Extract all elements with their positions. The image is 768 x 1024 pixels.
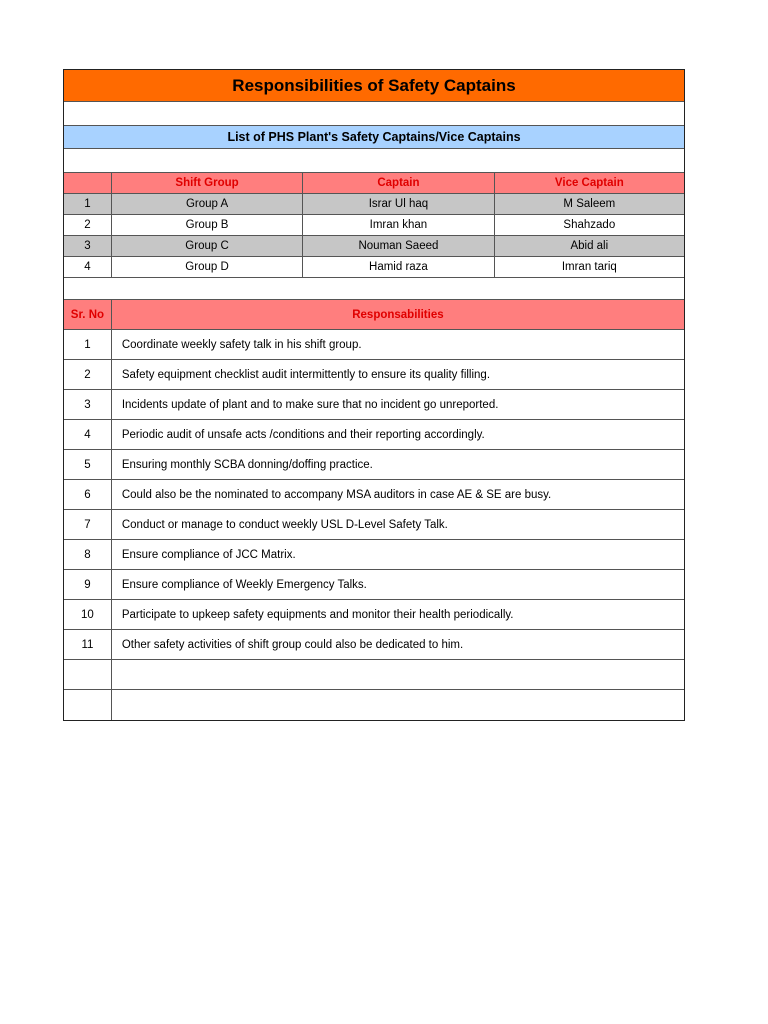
responsibility-text: Incidents update of plant and to make sure that no incident go unreported.: [111, 390, 684, 419]
serial-number: 5: [84, 458, 91, 471]
serial-number: 11: [81, 638, 94, 651]
vice-captain-name: Shahzado: [494, 215, 684, 235]
responsibilities-header-row: [64, 300, 684, 330]
captain-name: Hamid raza: [302, 257, 493, 277]
shift-group: Group B: [111, 215, 302, 235]
spacer-row: [64, 102, 684, 126]
responsibility-text: Participate to upkeep safety equipments and monitor their health periodically.: [111, 600, 684, 629]
col-header-serial-number: Sr. No: [70, 308, 105, 321]
row-number: 3: [84, 240, 91, 252]
serial-number: 2: [84, 368, 91, 381]
row-number: 1: [84, 198, 91, 210]
table-row: [64, 236, 684, 257]
shift-group: Group C: [111, 236, 302, 256]
vice-captain-name: Abid ali: [494, 236, 684, 256]
row-number: 4: [84, 261, 91, 273]
captains-header-row: [64, 173, 684, 194]
list-item: [64, 330, 684, 360]
responsibility-text: Ensure compliance of Weekly Emergency Talks.: [111, 570, 684, 599]
page-title: Responsibilities of Safety Captains: [232, 75, 516, 95]
table-row: [64, 257, 684, 278]
captain-name: Imran khan: [302, 215, 493, 235]
list-item: [64, 510, 684, 540]
col-header-shift-group: Shift Group: [111, 173, 302, 193]
col-header-captain: Captain: [302, 173, 493, 193]
spacer-row: [64, 149, 684, 173]
serial-number: 3: [84, 398, 91, 411]
serial-number: 10: [81, 608, 94, 621]
responsibility-text: Coordinate weekly safety talk in his shift group.: [111, 330, 684, 359]
responsibility-text: Ensuring monthly SCBA donning/doffing practice.: [111, 450, 684, 479]
safety-captains-sheet: [63, 69, 685, 721]
list-item: [64, 540, 684, 570]
shift-group: Group A: [111, 194, 302, 214]
responsibility-text: Could also be the nominated to accompany MSA auditors in case AE & SE are busy.: [111, 480, 684, 509]
responsibility-text: [111, 660, 684, 689]
empty-list-item: [64, 690, 684, 720]
col-header-responsibilities: Responsabilities: [111, 300, 684, 329]
responsibility-text: [111, 690, 684, 720]
col-header-number: [64, 173, 111, 193]
table-row: [64, 215, 684, 236]
vice-captain-name: M Saleem: [494, 194, 684, 214]
responsibility-text: Other safety activities of shift group could also be dedicated to him.: [111, 630, 684, 659]
list-item: [64, 420, 684, 450]
shift-group: Group D: [111, 257, 302, 277]
serial-number: 4: [84, 428, 91, 441]
serial-number: [64, 690, 111, 720]
list-item: [64, 450, 684, 480]
serial-number: 6: [84, 488, 91, 501]
row-number: 2: [84, 219, 91, 231]
serial-number: 8: [84, 548, 91, 561]
vice-captain-name: Imran tariq: [494, 257, 684, 277]
list-item: [64, 360, 684, 390]
list-item: [64, 630, 684, 660]
col-header-vice-captain: Vice Captain: [494, 173, 684, 193]
list-item: [64, 570, 684, 600]
responsibility-text: Safety equipment checklist audit intermittently to ensure its quality filling.: [111, 360, 684, 389]
captain-name: Nouman Saeed: [302, 236, 493, 256]
table-row: [64, 194, 684, 215]
responsibility-text: Ensure compliance of JCC Matrix.: [111, 540, 684, 569]
list-title: List of PHS Plant's Safety Captains/Vice Captains: [227, 130, 521, 144]
serial-number: 7: [84, 518, 91, 531]
empty-list-item: [64, 660, 684, 690]
responsibility-text: Conduct or manage to conduct weekly USL D-Level Safety Talk.: [111, 510, 684, 539]
subtitle-row: [64, 126, 684, 149]
responsibility-text: Periodic audit of unsafe acts /conditions and their reporting accordingly.: [111, 420, 684, 449]
title-row: [64, 70, 684, 102]
serial-number: 9: [84, 578, 91, 591]
serial-number: [64, 660, 111, 689]
list-item: [64, 390, 684, 420]
list-item: [64, 600, 684, 630]
list-item: [64, 480, 684, 510]
captain-name: Israr Ul haq: [302, 194, 493, 214]
serial-number: 1: [84, 338, 91, 351]
spacer-row: [64, 278, 684, 300]
